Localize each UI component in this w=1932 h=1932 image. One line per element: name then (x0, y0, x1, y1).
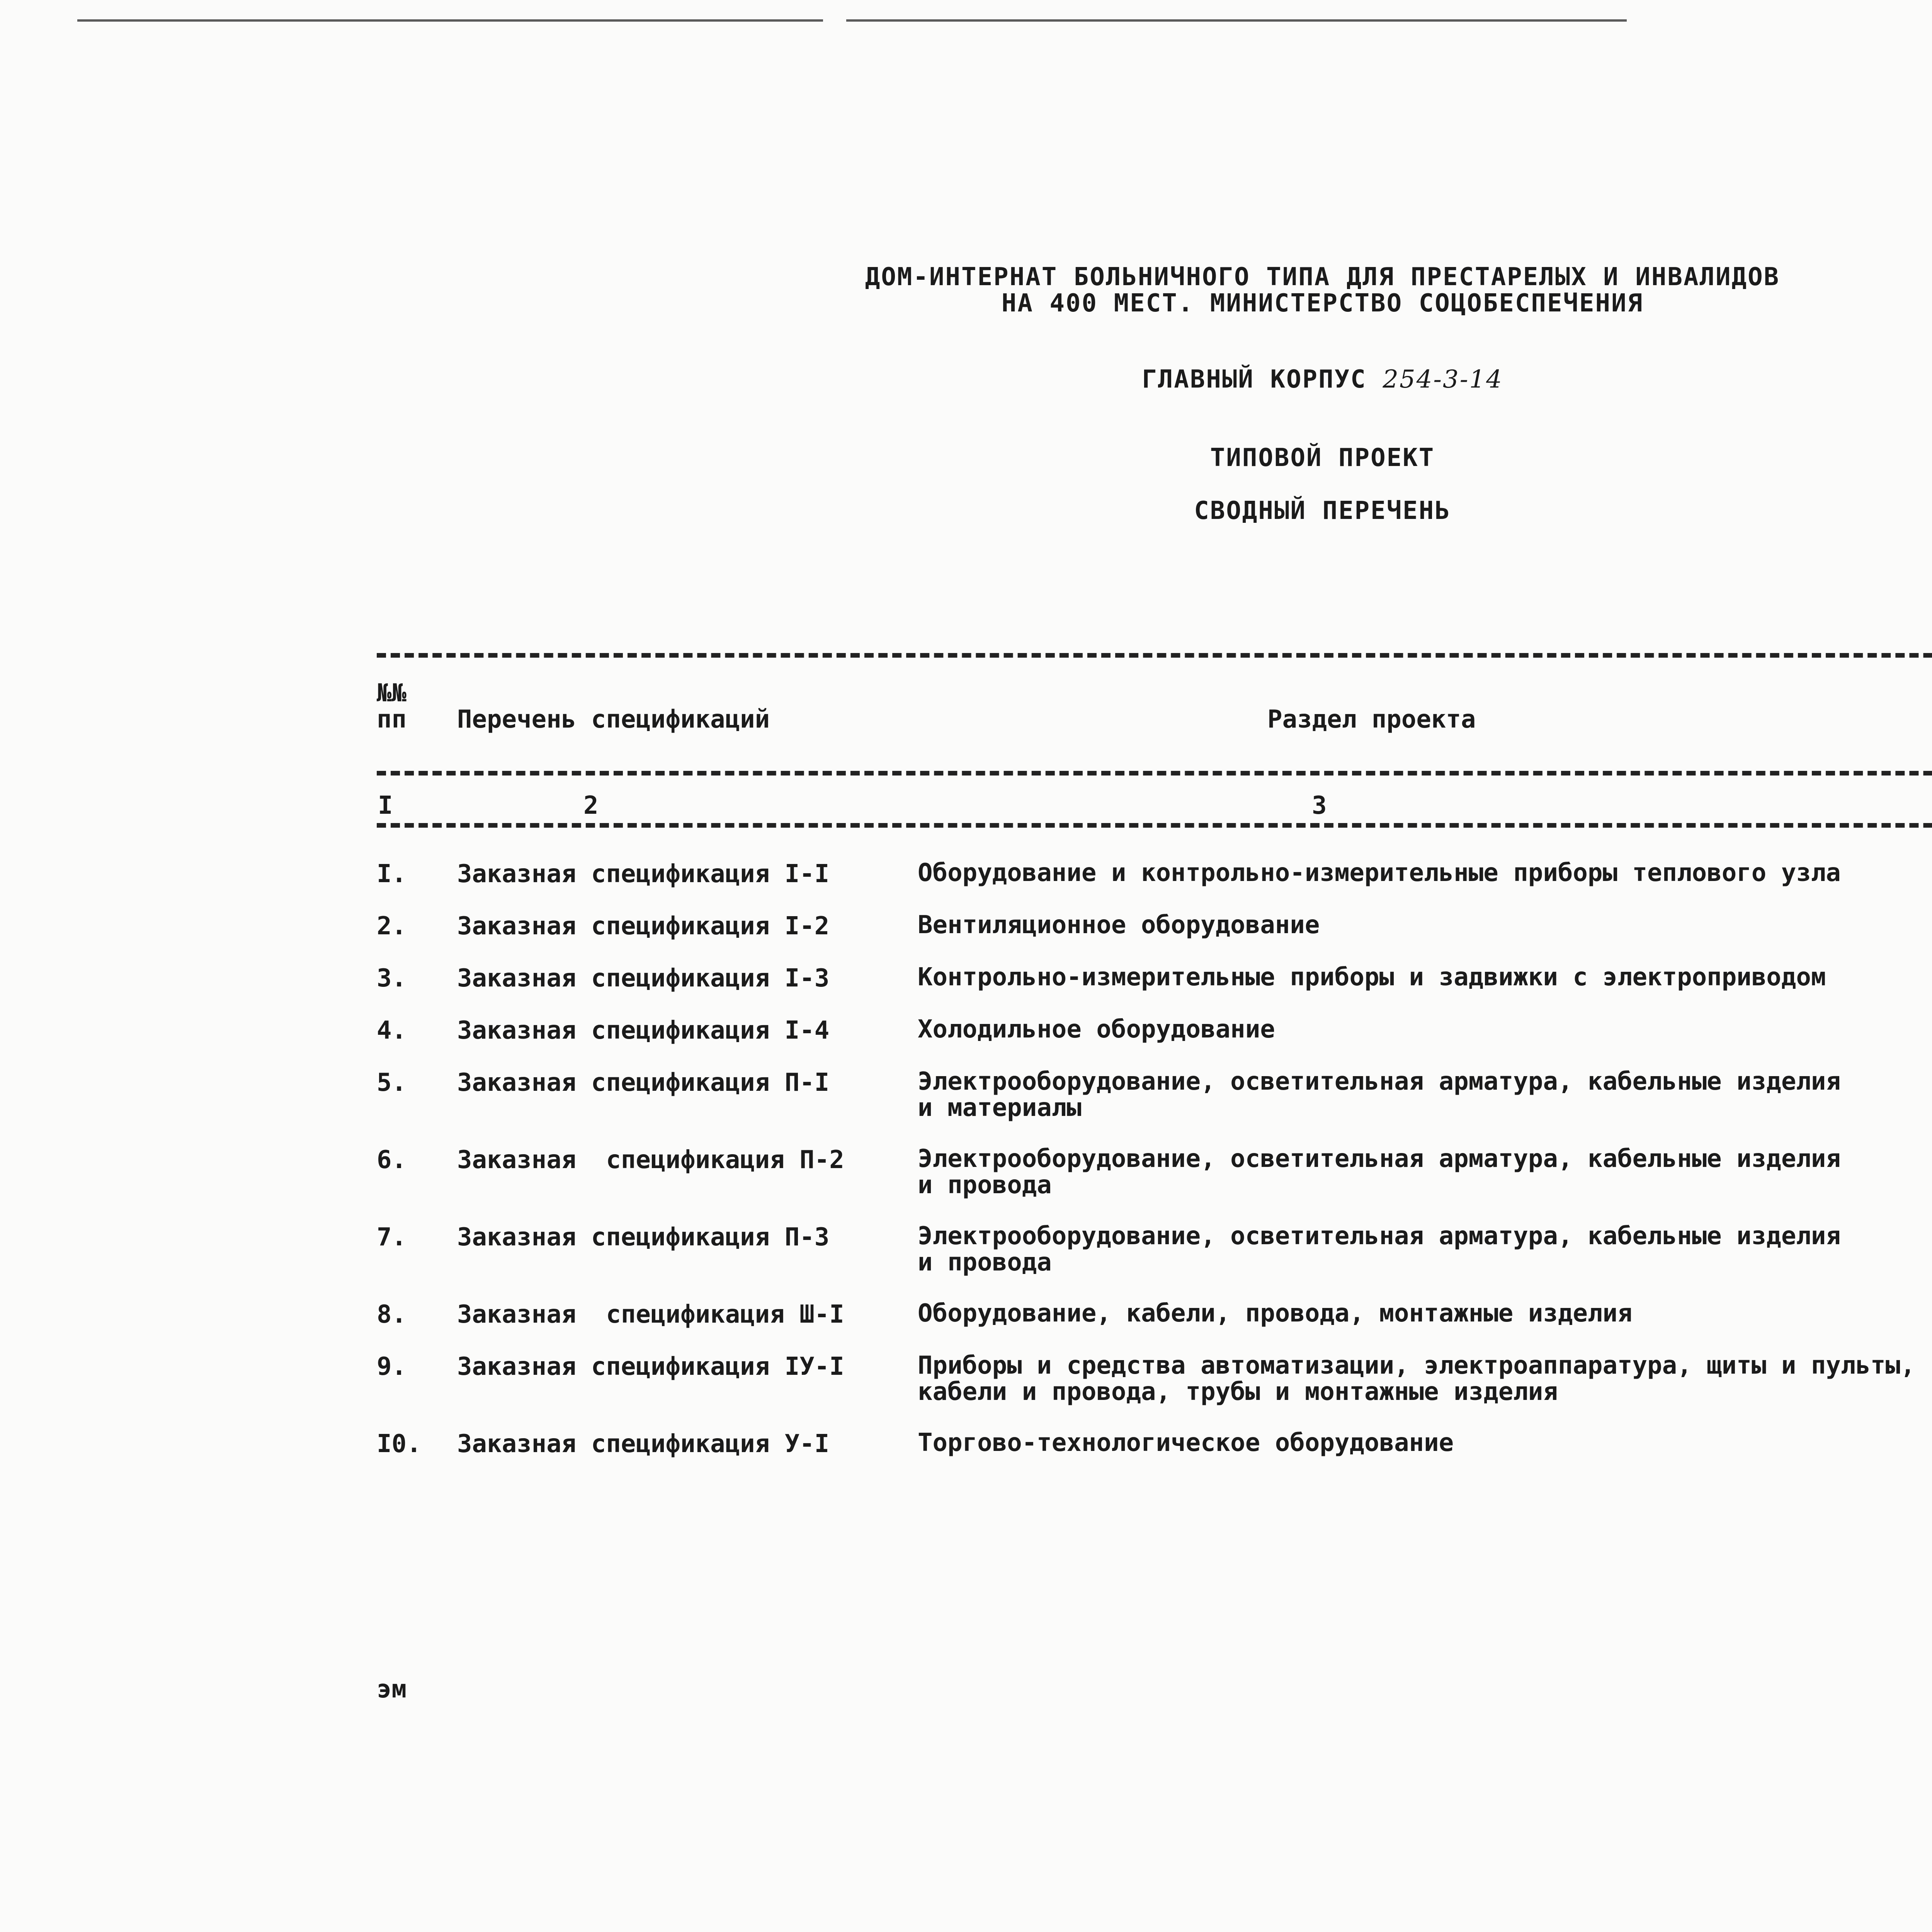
row-spec: Заказная спецификация П-2 (457, 1146, 844, 1174)
row-number: 4. (377, 1016, 407, 1045)
row-number: I. (377, 860, 407, 888)
row-spec: Заказная спецификация У-I (457, 1430, 830, 1458)
row-section (918, 1068, 1932, 1121)
building-name: ГЛАВНЫЙ КОРПУС (1142, 365, 1367, 394)
col-header-no-bottom: пп (377, 705, 407, 734)
table-header-rule (377, 771, 1932, 776)
row-spec: Заказная спецификация I-2 (457, 912, 830, 940)
col-number-2: 2 (583, 791, 599, 820)
row-number: 3. (377, 964, 407, 993)
row-section (918, 964, 1932, 990)
author-initials: эм (377, 1675, 407, 1704)
scan-edge-line-right (846, 19, 1627, 22)
row-section (918, 1430, 1932, 1456)
scan-edge-line-left (77, 19, 823, 22)
row-section (918, 1146, 1932, 1198)
row-section-line: Оборудование и контрольно-измерительные приборы теплового узла (918, 859, 1841, 887)
row-section (918, 860, 1932, 886)
row-section-line: Вентиляционное оборудование (918, 911, 1320, 939)
row-section (918, 1016, 1932, 1043)
building-line (0, 365, 1932, 394)
row-number: 6. (377, 1146, 407, 1174)
row-section (918, 1300, 1932, 1327)
row-number: 2. (377, 912, 407, 940)
row-number: I0. (377, 1430, 422, 1458)
row-spec: Заказная спецификация Ш-I (457, 1300, 844, 1329)
row-section (918, 912, 1932, 938)
col-number-3: 3 (1312, 791, 1327, 820)
row-section-line: Контрольно-измерительные приборы и задвижки с электроприводом (918, 963, 1826, 992)
row-spec: Заказная спецификация I-4 (457, 1016, 830, 1045)
row-spec: Заказная спецификация I-3 (457, 964, 830, 993)
col-header-no-top: №№ (377, 679, 407, 707)
project-type: ТИПОВОЙ ПРОЕКТ (1210, 444, 1435, 472)
row-section-line: Приборы и средства автоматизации, электроаппаратура, щиты и пульты, (918, 1351, 1915, 1380)
document-title-line-2: НА 400 МЕСТ. МИНИСТЕРСТВО СОЦОБЕСПЕЧЕНИЯ (1001, 289, 1644, 318)
row-spec: Заказная спецификация I-I (457, 860, 830, 888)
row-number: 5. (377, 1068, 407, 1097)
row-section-line: Электрооборудование, осветительная арматура, кабельные изделия (918, 1222, 1841, 1250)
col-header-section: Раздел проекта (1267, 705, 1476, 734)
row-spec: Заказная спецификация IУ-I (457, 1352, 844, 1381)
col-header-no (377, 680, 406, 733)
col-number-1: I (378, 791, 393, 820)
row-section-line: и провода (918, 1248, 1052, 1277)
row-section-line: и материалы (918, 1094, 1082, 1122)
row-spec: Заказная спецификация П-3 (457, 1223, 830, 1252)
row-section-line: Холодильное оборудование (918, 1015, 1275, 1044)
row-section-line: Торгово-технологическое оборудование (918, 1429, 1454, 1457)
col-header-spec: Перечень спецификаций (457, 705, 770, 734)
row-section-line: Электрооборудование, осветительная арматура, кабельные изделия (918, 1145, 1841, 1173)
row-number: 9. (377, 1352, 407, 1381)
column-numbers-rule (377, 823, 1932, 828)
row-number: 8. (377, 1300, 407, 1329)
table-top-rule (377, 653, 1932, 658)
row-section (918, 1223, 1932, 1276)
row-section-line: Электрооборудование, осветительная арматура, кабельные изделия (918, 1067, 1841, 1096)
row-section (918, 1352, 1932, 1405)
project-code: 254-3-14 (1383, 365, 1503, 394)
row-section-line: кабели и провода, трубы и монтажные изделия (918, 1378, 1558, 1406)
row-section-line: Оборудование, кабели, провода, монтажные изделия (918, 1299, 1633, 1328)
document-title-line-1: ДОМ-ИНТЕРНАТ БОЛЬНИЧНОГО ТИПА ДЛЯ ПРЕСТАРЕЛЫХ И ИНВАЛИДОВ (865, 263, 1780, 291)
row-section-line: и провода (918, 1171, 1052, 1199)
row-spec: Заказная спецификация П-I (457, 1068, 830, 1097)
row-number: 7. (377, 1223, 407, 1252)
list-title: СВОДНЫЙ ПЕРЕЧЕНЬ (1194, 497, 1451, 525)
